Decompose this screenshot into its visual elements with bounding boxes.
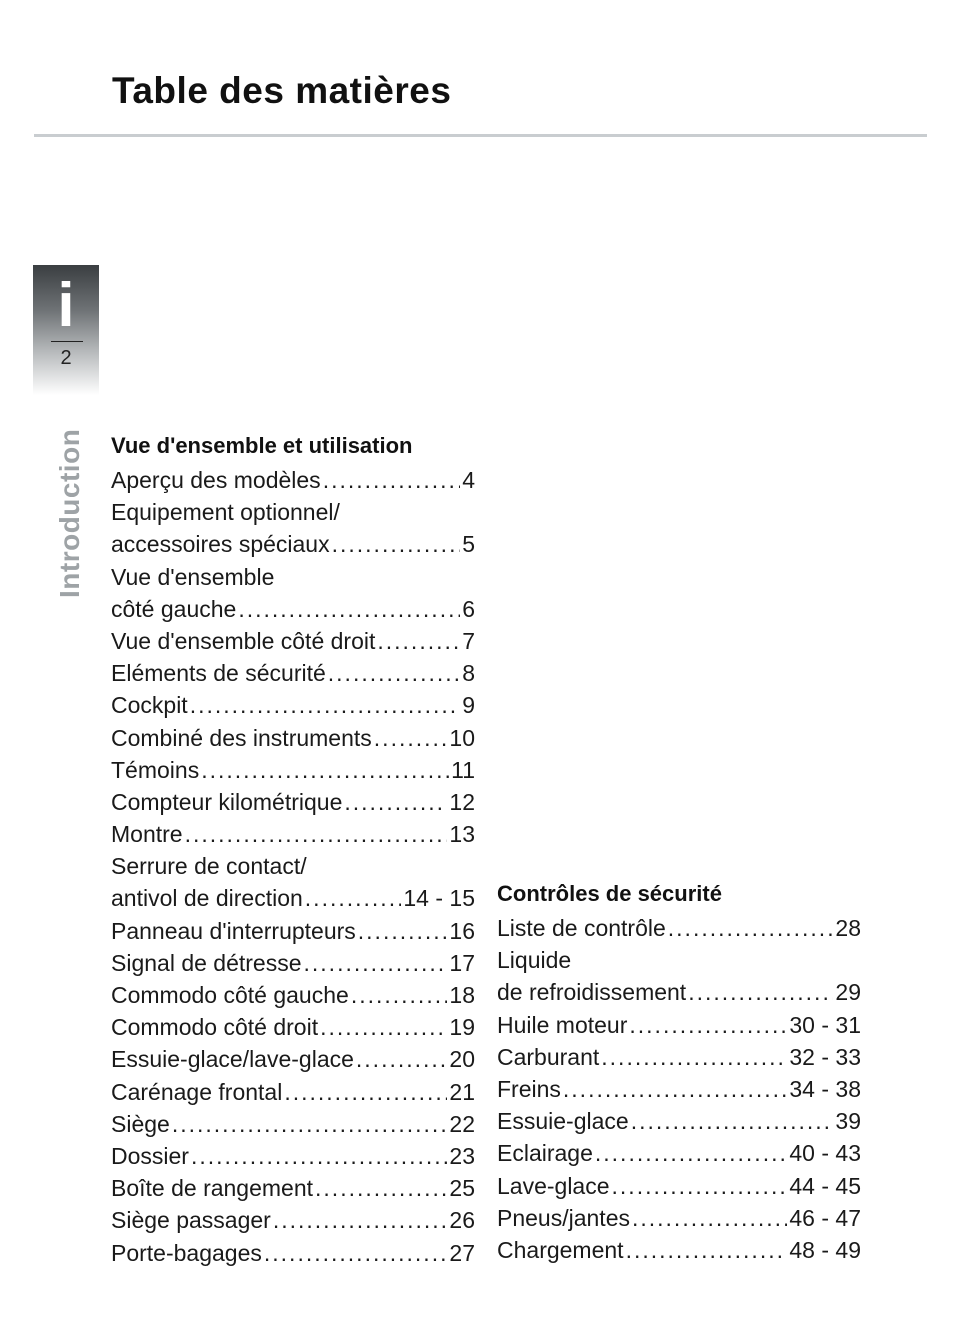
toc-entry-label: Commodo côté droit: [111, 1014, 319, 1041]
title-divider: [34, 134, 927, 137]
toc-entry[interactable]: [111, 593, 475, 625]
toc-entry[interactable]: [111, 464, 475, 496]
toc-entry-page: 25: [449, 1175, 475, 1202]
toc-entry-page: 19: [449, 1014, 475, 1041]
toc-entry-label: de refroidissement: [497, 979, 687, 1006]
toc-dot-leader: [563, 1073, 787, 1105]
toc-dot-leader: [374, 722, 448, 754]
toc-entry-label: Cockpit: [111, 692, 188, 719]
toc-entry-page: 48 - 49: [789, 1236, 861, 1263]
toc-dot-leader: [190, 689, 461, 721]
toc-entry-list: [497, 912, 861, 1266]
toc-entry[interactable]: [111, 818, 475, 850]
toc-entry-label: Pneus/jantes: [497, 1204, 630, 1231]
toc-entry[interactable]: [111, 657, 475, 689]
toc-entry[interactable]: [111, 625, 475, 657]
toc-entry[interactable]: [111, 979, 475, 1011]
toc-entry[interactable]: [497, 1009, 861, 1041]
toc-entry[interactable]: [111, 1237, 475, 1269]
toc-entry-label: Freins: [497, 1075, 561, 1102]
toc-entry[interactable]: [497, 1105, 861, 1137]
toc-entry[interactable]: [111, 786, 475, 818]
toc-entry-page: 20: [449, 1046, 475, 1073]
toc-dot-leader: [328, 657, 460, 689]
toc-entry[interactable]: [111, 528, 475, 560]
toc-entry-page: 40 - 43: [789, 1140, 861, 1167]
toc-dot-leader: [377, 625, 460, 657]
toc-entry-page: 32 - 33: [789, 1043, 861, 1070]
toc-entry-label: Signal de détresse: [111, 949, 302, 976]
toc-entry[interactable]: [497, 1170, 861, 1202]
toc-entry[interactable]: [111, 1108, 475, 1140]
toc-entry[interactable]: [111, 561, 475, 593]
toc-entry-page: 5: [462, 531, 475, 558]
toc-entry-label: Huile moteur: [497, 1011, 628, 1038]
toc-dot-leader: [323, 464, 461, 496]
toc-entry-label: Vue d'ensemble côté droit: [111, 627, 376, 654]
toc-dot-leader: [631, 1105, 834, 1137]
toc-entry-label: Essuie-glace: [497, 1108, 629, 1135]
toc-entry[interactable]: [111, 850, 475, 882]
toc-dot-leader: [238, 593, 460, 625]
toc-entry-label: Carburant: [497, 1043, 600, 1070]
toc-entry-page: 8: [462, 660, 475, 687]
toc-entry-label: Carénage frontal: [111, 1078, 283, 1105]
toc-dot-leader: [172, 1108, 448, 1140]
toc-entry-label: Liquide: [497, 947, 572, 974]
chapter-tab-letter: i: [57, 271, 75, 340]
toc-entry-label: Porte-bagages: [111, 1239, 262, 1266]
toc-entry-label: Eléments de sécurité: [111, 660, 326, 687]
toc-dot-leader: [304, 947, 448, 979]
toc-entry-page: 39: [835, 1108, 861, 1135]
toc-entry-label: Lave-glace: [497, 1172, 610, 1199]
toc-entry-label: Témoins: [111, 756, 200, 783]
toc-dot-leader: [185, 818, 448, 850]
toc-entry-label: Panneau d'interrupteurs: [111, 917, 356, 944]
toc-entry-label: Aperçu des modèles: [111, 467, 321, 493]
toc-dot-leader: [284, 1076, 447, 1108]
toc-dot-leader: [351, 979, 448, 1011]
toc-entry[interactable]: [111, 496, 475, 528]
toc-entry[interactable]: [497, 1041, 861, 1073]
toc-dot-leader: [601, 1041, 787, 1073]
toc-entry-page: 11: [451, 756, 475, 783]
toc-entry-label: Equipement optionnel/: [111, 499, 340, 526]
toc-entry-label: accessoires spéciaux: [111, 531, 330, 558]
toc-entry[interactable]: [111, 1204, 475, 1236]
toc-entry-page: 23: [449, 1142, 475, 1169]
toc-entry[interactable]: [111, 1172, 475, 1204]
toc-entry[interactable]: [111, 689, 475, 721]
toc-entry-page: 22: [449, 1110, 475, 1137]
toc-dot-leader: [668, 912, 834, 944]
toc-dot-leader: [612, 1170, 788, 1202]
toc-entry[interactable]: [111, 722, 475, 754]
toc-dot-leader: [332, 528, 461, 560]
toc-entry[interactable]: [111, 947, 475, 979]
toc-entry-page: 14 - 15: [403, 885, 475, 912]
toc-entry[interactable]: [497, 1202, 861, 1234]
toc-entry-label: Chargement: [497, 1236, 624, 1263]
toc-dot-leader: [264, 1237, 448, 1269]
toc-entry-page: 28: [835, 915, 861, 941]
toc-dot-leader: [273, 1204, 448, 1236]
toc-entry[interactable]: [111, 754, 475, 786]
toc-dot-leader: [595, 1137, 788, 1169]
toc-dot-leader: [320, 1011, 447, 1043]
toc-entry-page: 29: [835, 979, 861, 1006]
toc-dot-leader: [358, 915, 448, 947]
toc-dot-leader: [305, 882, 402, 914]
toc-dot-leader: [356, 1043, 448, 1075]
page-title: Table des matières: [112, 70, 452, 111]
toc-entry[interactable]: [497, 1137, 861, 1169]
toc-dot-leader: [626, 1234, 788, 1266]
toc-entry-page: 21: [449, 1078, 475, 1105]
toc-entry-label: Combiné des instruments: [111, 724, 372, 751]
toc-entry-label: côté gauche: [111, 595, 237, 622]
toc-entry-page: 34 - 38: [789, 1075, 861, 1102]
toc-entry-page: 12: [449, 788, 475, 815]
toc-entry-page: 16: [449, 917, 475, 944]
toc-entry-page: 13: [449, 821, 475, 848]
toc-entry-page: 17: [449, 949, 475, 976]
page-number: 2: [60, 347, 72, 369]
toc-column-1: [111, 428, 475, 1269]
toc-entry[interactable]: [111, 1076, 475, 1108]
toc-entry-page: 10: [449, 724, 475, 751]
toc-entry-page: 46 - 47: [789, 1204, 861, 1231]
toc-dot-leader: [344, 786, 447, 818]
toc-dot-leader: [629, 1009, 787, 1041]
toc-entry-label: Siège: [111, 1110, 170, 1137]
chapter-tab: [33, 265, 99, 395]
toc-entry[interactable]: [111, 1011, 475, 1043]
toc-entry-label: Serrure de contact/: [111, 853, 307, 880]
toc-entry-label: antivol de direction: [111, 885, 303, 912]
toc-section-heading: Vue d'ensemble et utilisation: [111, 433, 413, 458]
toc-entry-label: Siège passager: [111, 1207, 271, 1234]
toc-entry[interactable]: [111, 882, 475, 914]
toc-entry-label: Montre: [111, 821, 183, 848]
toc-dot-leader: [632, 1202, 787, 1234]
toc-entry-page: 4: [462, 467, 475, 493]
toc-dot-leader: [201, 754, 449, 786]
toc-entry-page: 6: [462, 595, 475, 622]
toc-entry[interactable]: [497, 1073, 861, 1105]
toc-entry-label: Dossier: [111, 1142, 189, 1169]
toc-entry-page: 18: [449, 982, 475, 1008]
toc-entry-label: Essuie-glace/lave-glace: [111, 1046, 354, 1073]
toc-entry-label: Vue d'ensemble: [111, 563, 275, 590]
toc-entry[interactable]: [111, 1140, 475, 1172]
toc-entry-label: Liste de contrôle: [497, 915, 666, 941]
toc-entry-label: Eclairage: [497, 1140, 593, 1167]
toc-entry-label: Compteur kilométrique: [111, 788, 343, 815]
toc-entry-page: 7: [462, 627, 475, 654]
toc-entry-page: 9: [462, 692, 475, 719]
toc-entry-page: 44 - 45: [789, 1172, 861, 1199]
toc-entry-page: 26: [449, 1207, 475, 1234]
toc-entry-list: [111, 464, 475, 1269]
toc-entry[interactable]: [111, 915, 475, 947]
toc-entry[interactable]: [497, 1234, 861, 1266]
toc-entry-label: Commodo côté gauche: [111, 982, 349, 1008]
toc-entry-page: 30 - 31: [789, 1011, 861, 1038]
chapter-tab-divider: [51, 341, 83, 342]
toc-dot-leader: [191, 1140, 447, 1172]
toc-section-heading: Contrôles de sécurité: [497, 881, 722, 906]
toc-dot-leader: [688, 976, 833, 1008]
toc-entry[interactable]: [497, 944, 861, 976]
toc-entry[interactable]: [111, 1043, 475, 1075]
toc-column-2: [497, 876, 861, 1266]
toc-entry-page: 27: [449, 1239, 475, 1266]
toc-entry[interactable]: [497, 976, 861, 1008]
toc-dot-leader: [315, 1172, 447, 1204]
toc-entry[interactable]: [497, 912, 861, 944]
toc-entry-label: Boîte de rangement: [111, 1175, 314, 1202]
section-side-label: Introduction: [54, 428, 85, 598]
